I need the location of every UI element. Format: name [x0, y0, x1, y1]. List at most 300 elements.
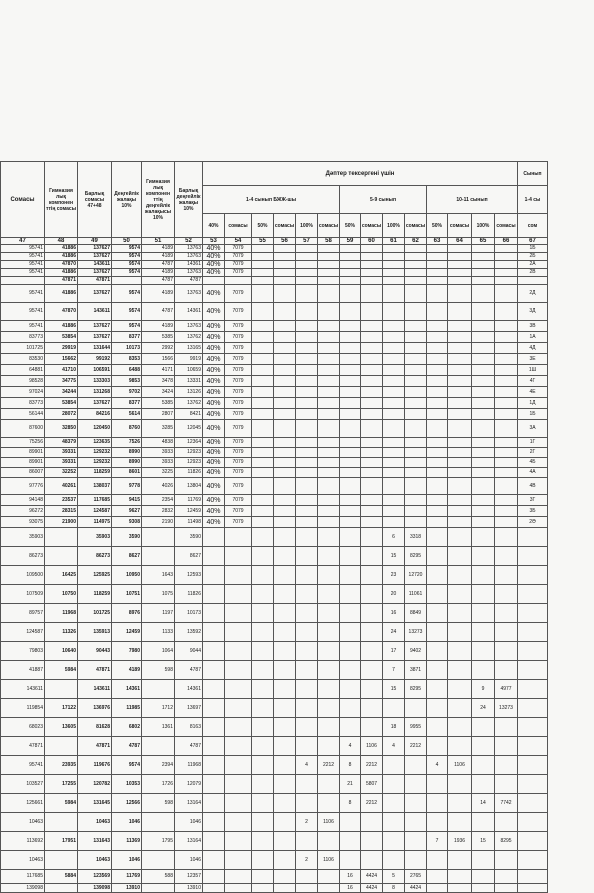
table-cell	[252, 332, 274, 343]
table-cell: 13762	[175, 332, 203, 343]
table-cell: 4В	[518, 478, 548, 495]
table-cell	[274, 718, 296, 737]
table-cell	[225, 604, 252, 623]
table-cell: 9574	[112, 303, 142, 321]
table-cell	[340, 585, 361, 604]
table-cell: 56144	[1, 409, 45, 420]
table-cell: 6	[383, 528, 405, 547]
table-cell	[383, 376, 405, 387]
table-cell	[296, 884, 318, 893]
table-cell	[383, 420, 405, 438]
table-cell	[274, 737, 296, 756]
table-cell	[405, 365, 427, 376]
table-cell	[427, 813, 448, 832]
table-cell: 1Д	[518, 398, 548, 409]
table-cell	[142, 851, 175, 870]
table-cell: 9955	[405, 718, 427, 737]
table-cell	[495, 528, 518, 547]
table-cell: 1Б	[518, 409, 548, 420]
table-cell	[318, 468, 340, 478]
column-number: 59	[340, 238, 361, 245]
table-cell: 97776	[1, 478, 45, 495]
table-row	[1, 756, 548, 775]
table-cell: 40%	[203, 495, 225, 506]
table-cell	[296, 832, 318, 851]
table-cell	[296, 365, 318, 376]
table-cell: 1726	[142, 775, 175, 794]
table-cell: 3933	[142, 458, 175, 468]
table-cell: 4787	[142, 277, 175, 285]
table-cell	[225, 756, 252, 775]
table-cell: 2Г	[518, 448, 548, 458]
table-row	[1, 528, 548, 547]
table-cell	[203, 699, 225, 718]
table-cell	[495, 253, 518, 261]
table-cell	[427, 851, 448, 870]
table-cell: 131268	[78, 387, 112, 398]
table-cell: 40%	[203, 269, 225, 277]
table-cell	[427, 699, 448, 718]
table-cell	[448, 468, 472, 478]
table-cell	[495, 321, 518, 332]
table-cell	[274, 642, 296, 661]
table-cell: 8627	[175, 547, 203, 566]
table-cell	[495, 813, 518, 832]
table-cell	[405, 398, 427, 409]
table-cell	[318, 642, 340, 661]
header-group-10-11: 10-11 сынып	[427, 186, 518, 214]
table-cell: 41710	[45, 365, 78, 376]
table-cell: 8377	[112, 398, 142, 409]
table-cell	[296, 623, 318, 642]
table-row	[1, 253, 548, 261]
table-cell: 4189	[142, 253, 175, 261]
table-cell	[274, 517, 296, 528]
table-cell	[427, 604, 448, 623]
table-cell	[383, 468, 405, 478]
table-cell: 5614	[112, 409, 142, 420]
table-cell: 47871	[78, 661, 112, 680]
table-cell	[405, 409, 427, 420]
table-cell: 125661	[1, 794, 45, 813]
table-cell: 95741	[1, 245, 45, 253]
table-cell	[361, 642, 383, 661]
table-cell: 598	[142, 661, 175, 680]
table-cell	[252, 775, 274, 794]
table-cell: 7	[383, 661, 405, 680]
table-cell	[448, 517, 472, 528]
table-cell	[361, 458, 383, 468]
table-cell	[405, 376, 427, 387]
table-cell	[495, 642, 518, 661]
table-cell: 119676	[78, 756, 112, 775]
table-cell: 7079	[225, 438, 252, 448]
table-cell	[274, 321, 296, 332]
table-cell: 40%	[203, 438, 225, 448]
table-cell	[518, 277, 548, 285]
table-cell	[427, 303, 448, 321]
table-cell	[274, 409, 296, 420]
table-cell: 9574	[112, 269, 142, 277]
table-cell	[274, 245, 296, 253]
table-cell	[448, 285, 472, 303]
table-cell: 81628	[78, 718, 112, 737]
table-cell: 5	[383, 870, 405, 884]
table-cell	[296, 585, 318, 604]
table-cell	[495, 495, 518, 506]
table-cell: 103527	[1, 775, 45, 794]
table-cell	[427, 285, 448, 303]
table-cell	[318, 277, 340, 285]
table-cell	[448, 448, 472, 458]
table-cell	[252, 517, 274, 528]
table-cell	[427, 321, 448, 332]
table-cell: 3Е	[518, 354, 548, 365]
table-cell: 86007	[1, 468, 45, 478]
table-cell: 9627	[112, 506, 142, 517]
table-cell	[252, 870, 274, 884]
table-cell: 40%	[203, 365, 225, 376]
table-cell	[252, 528, 274, 547]
table-cell	[518, 699, 548, 718]
table-cell	[274, 261, 296, 269]
table-cell: 41886	[45, 253, 78, 261]
table-cell	[495, 661, 518, 680]
table-row	[1, 699, 548, 718]
table-cell	[427, 398, 448, 409]
table-cell	[203, 775, 225, 794]
table-cell	[340, 245, 361, 253]
table-cell: 68023	[1, 718, 45, 737]
table-row	[1, 365, 548, 376]
table-cell	[361, 269, 383, 277]
table-cell	[340, 517, 361, 528]
table-cell	[427, 261, 448, 269]
table-cell	[383, 517, 405, 528]
table-cell	[448, 387, 472, 398]
table-cell: 101725	[1, 343, 45, 354]
table-cell	[405, 775, 427, 794]
table-cell	[296, 321, 318, 332]
table-cell: 95741	[1, 253, 45, 261]
header-sum-label: сомасы	[318, 214, 340, 238]
table-cell: 29919	[45, 343, 78, 354]
table-cell: 137627	[78, 332, 112, 343]
column-number: 56	[274, 238, 296, 245]
table-cell: 40261	[45, 478, 78, 495]
table-cell	[318, 332, 340, 343]
table-cell: 40%	[203, 261, 225, 269]
table-cell: 11826	[175, 468, 203, 478]
table-cell	[274, 495, 296, 506]
table-cell	[472, 718, 495, 737]
table-cell: 41887	[1, 661, 45, 680]
table-cell: 7079	[225, 332, 252, 343]
table-cell	[296, 737, 318, 756]
table-row	[1, 661, 548, 680]
table-cell: 12459	[175, 506, 203, 517]
table-cell: 8976	[112, 604, 142, 623]
table-cell: 1106	[318, 851, 340, 870]
table-cell	[361, 438, 383, 448]
table-cell: 23	[383, 566, 405, 585]
table-cell: 9702	[112, 387, 142, 398]
table-cell	[252, 547, 274, 566]
table-cell	[296, 547, 318, 566]
table-cell: 7079	[225, 285, 252, 303]
table-cell	[405, 756, 427, 775]
table-row	[1, 585, 548, 604]
table-cell: 10463	[1, 813, 45, 832]
table-cell: 4787	[142, 303, 175, 321]
table-cell	[225, 832, 252, 851]
header-sum-label: сомасы	[405, 214, 427, 238]
table-cell	[203, 718, 225, 737]
table-row	[1, 448, 548, 458]
table-cell	[448, 420, 472, 438]
table-cell: 39331	[45, 458, 78, 468]
table-cell	[318, 585, 340, 604]
table-cell: 40%	[203, 458, 225, 468]
table-row	[1, 623, 548, 642]
table-cell	[318, 604, 340, 623]
table-cell	[448, 566, 472, 585]
table-cell: 8	[383, 884, 405, 893]
table-cell	[495, 343, 518, 354]
table-cell: 2212	[318, 756, 340, 775]
column-number: 52	[175, 238, 203, 245]
table-cell: 7079	[225, 506, 252, 517]
table-cell: 40%	[203, 332, 225, 343]
table-cell	[495, 468, 518, 478]
table-cell: 13331	[175, 376, 203, 387]
table-cell	[383, 438, 405, 448]
table-row	[1, 387, 548, 398]
table-cell	[472, 438, 495, 448]
table-cell: 137627	[78, 285, 112, 303]
table-cell	[427, 517, 448, 528]
table-cell: 39331	[45, 448, 78, 458]
table-cell	[142, 884, 175, 893]
table-cell: 7079	[225, 409, 252, 420]
table-row	[1, 245, 548, 253]
table-cell	[495, 448, 518, 458]
table-cell	[296, 438, 318, 448]
table-cell	[361, 354, 383, 365]
table-cell	[252, 642, 274, 661]
table-cell	[405, 699, 427, 718]
table-cell	[383, 851, 405, 870]
table-cell	[296, 269, 318, 277]
table-cell: 107509	[1, 585, 45, 604]
table-cell: 4189	[142, 269, 175, 277]
table-cell: 1712	[142, 699, 175, 718]
table-cell	[361, 468, 383, 478]
table-cell: 4787	[175, 737, 203, 756]
table-cell: 47870	[45, 303, 78, 321]
table-cell	[472, 303, 495, 321]
table-cell	[45, 884, 78, 893]
table-cell	[252, 604, 274, 623]
table-cell	[45, 680, 78, 699]
table-cell: 10173	[175, 604, 203, 623]
table-cell: 4977	[495, 680, 518, 699]
table-cell	[142, 680, 175, 699]
table-cell: 10750	[45, 585, 78, 604]
salary-table	[0, 161, 548, 893]
table-cell: 6802	[112, 718, 142, 737]
table-cell: 11326	[45, 623, 78, 642]
table-cell	[427, 354, 448, 365]
table-cell: 34775	[45, 376, 78, 387]
table-cell	[318, 387, 340, 398]
table-cell	[383, 321, 405, 332]
table-cell	[112, 277, 142, 285]
table-cell	[361, 585, 383, 604]
table-cell: 86273	[78, 547, 112, 566]
table-cell: 8	[340, 756, 361, 775]
table-row	[1, 832, 548, 851]
table-cell: 47871	[78, 737, 112, 756]
table-cell: 137627	[78, 245, 112, 253]
table-cell: 24	[383, 623, 405, 642]
header-pct-50: 50%	[340, 214, 361, 238]
table-cell	[45, 737, 78, 756]
table-cell	[340, 285, 361, 303]
table-cell	[340, 409, 361, 420]
column-number-row	[1, 238, 548, 245]
table-cell	[518, 547, 548, 566]
table-cell	[340, 813, 361, 832]
table-cell	[318, 343, 340, 354]
table-cell: 13763	[175, 321, 203, 332]
table-cell: 14361	[112, 680, 142, 699]
table-cell	[405, 851, 427, 870]
header-gym-component: Гимназия лық компонен ттің сомасы	[45, 162, 78, 238]
table-cell	[518, 528, 548, 547]
table-cell	[495, 547, 518, 566]
table-cell	[252, 832, 274, 851]
table-cell	[448, 528, 472, 547]
table-cell: 10353	[112, 775, 142, 794]
table-cell	[448, 261, 472, 269]
table-cell	[340, 269, 361, 277]
table-cell	[340, 365, 361, 376]
table-row	[1, 343, 548, 354]
table-cell	[274, 566, 296, 585]
table-cell	[472, 376, 495, 387]
table-cell	[296, 303, 318, 321]
table-cell	[252, 321, 274, 332]
table-cell	[427, 253, 448, 261]
table-cell	[383, 495, 405, 506]
table-cell: 4А	[518, 468, 548, 478]
table-cell: 7079	[225, 261, 252, 269]
table-cell	[472, 884, 495, 893]
header-total-level-10: Барлық деңгейлік жалақы 10%	[175, 162, 203, 238]
table-cell	[252, 495, 274, 506]
table-cell: 4189	[142, 245, 175, 253]
table-cell: 35903	[78, 528, 112, 547]
table-cell	[448, 737, 472, 756]
table-cell	[427, 478, 448, 495]
table-cell	[203, 661, 225, 680]
table-cell	[225, 737, 252, 756]
table-cell: 11369	[112, 832, 142, 851]
table-cell: 137627	[78, 321, 112, 332]
table-cell	[518, 642, 548, 661]
table-cell	[383, 458, 405, 468]
table-cell: 139098	[78, 884, 112, 893]
table-cell	[318, 285, 340, 303]
table-cell	[252, 756, 274, 775]
table-cell: 4	[340, 737, 361, 756]
page-edge-shadow	[565, 161, 594, 851]
table-cell	[225, 794, 252, 813]
table-cell	[495, 604, 518, 623]
table-cell	[203, 870, 225, 884]
table-cell	[225, 566, 252, 585]
table-cell	[427, 332, 448, 343]
table-cell: 4Б	[518, 458, 548, 468]
table-cell: 40%	[203, 478, 225, 495]
table-cell: 7	[427, 832, 448, 851]
table-cell	[427, 468, 448, 478]
table-cell	[427, 528, 448, 547]
table-cell	[448, 680, 472, 699]
table-cell	[296, 642, 318, 661]
table-cell: 40%	[203, 517, 225, 528]
table-cell	[340, 851, 361, 870]
table-cell: 13605	[45, 718, 78, 737]
table-cell: 7079	[225, 387, 252, 398]
table-cell: 3424	[142, 387, 175, 398]
table-cell: 9574	[112, 253, 142, 261]
table-cell	[472, 566, 495, 585]
table-cell: 4838	[142, 438, 175, 448]
table-cell: 9919	[175, 354, 203, 365]
table-cell	[405, 285, 427, 303]
table-cell	[203, 680, 225, 699]
table-cell	[405, 332, 427, 343]
table-cell: 3318	[405, 528, 427, 547]
table-cell	[252, 623, 274, 642]
table-cell	[252, 253, 274, 261]
table-cell: 14361	[175, 261, 203, 269]
table-cell: 1106	[361, 737, 383, 756]
table-cell	[448, 332, 472, 343]
table-row	[1, 269, 548, 277]
table-cell: 7079	[225, 495, 252, 506]
table-cell	[318, 303, 340, 321]
table-cell	[225, 680, 252, 699]
table-cell	[274, 376, 296, 387]
salary-table-sheet	[0, 161, 548, 893]
table-cell	[448, 699, 472, 718]
table-cell	[361, 409, 383, 420]
table-cell	[383, 478, 405, 495]
table-cell	[448, 661, 472, 680]
table-cell: 106591	[78, 365, 112, 376]
table-cell	[472, 623, 495, 642]
table-cell: 95741	[1, 321, 45, 332]
table-cell	[274, 528, 296, 547]
table-cell	[405, 517, 427, 528]
table-cell: 9574	[112, 321, 142, 332]
column-number: 60	[361, 238, 383, 245]
table-cell: 1795	[142, 832, 175, 851]
table-cell	[427, 409, 448, 420]
